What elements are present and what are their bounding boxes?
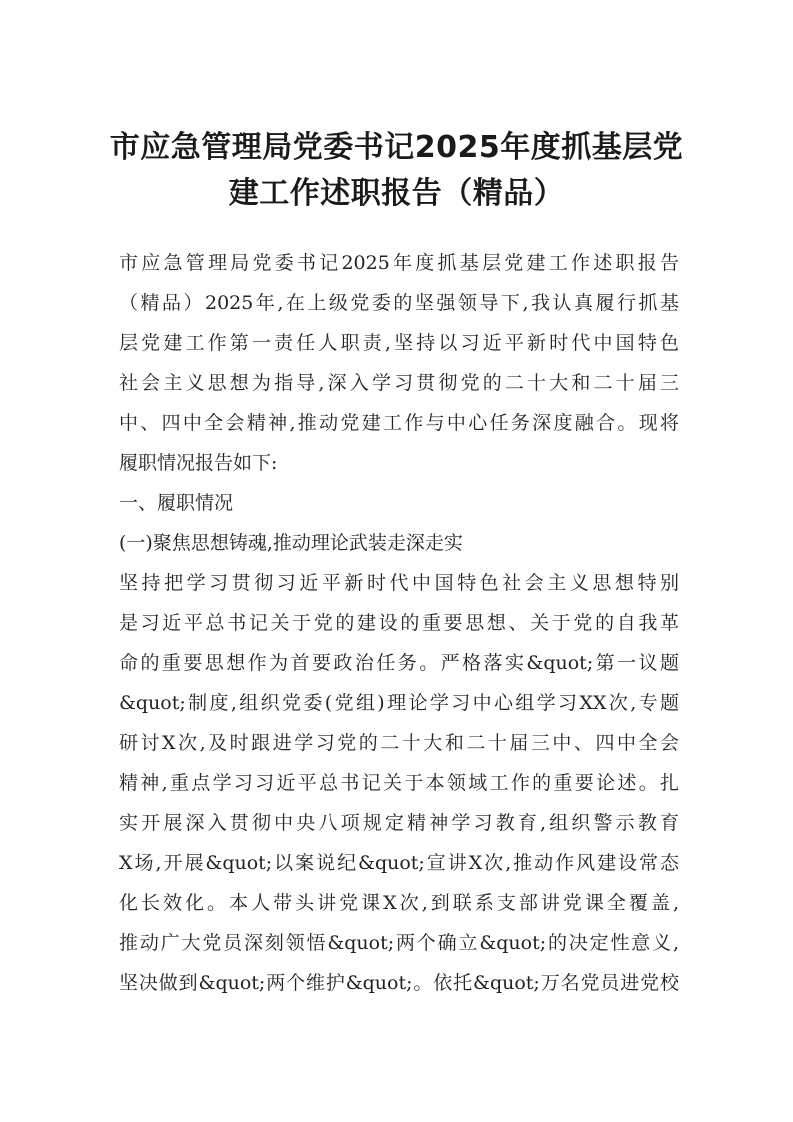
body-line: 实开展深入贯彻中央八项规定精神学习教育,组织警示教育 xyxy=(119,812,679,834)
section-heading: 一、履职情况 xyxy=(119,492,234,514)
body-line: 中、四中全会精神,推动党建工作与中心任务深度融合。现将 xyxy=(119,412,679,434)
body-line: 推动广大党员深刻领悟&quot;两个确立&quot;的决定性意义, xyxy=(119,932,679,954)
document-title-line-1: 市应急管理局党委书记2025年度抓基层党 xyxy=(109,130,684,165)
subsection-heading: (一)聚焦思想铸魂,推动理论武装走深走实 xyxy=(119,532,463,554)
body-line: X场,开展&quot;以案说纪&quot;宣讲X次,推动作风建设常态 xyxy=(119,852,679,874)
body-line: 坚决做到&quot;两个维护&quot;。依托&quot;万名党员进党校 xyxy=(119,972,679,994)
document-title-line-2: 建工作述职报告（精品） xyxy=(228,176,565,211)
body-line: 社会主义思想为指导,深入学习贯彻党的二十大和二十届三 xyxy=(119,372,679,394)
body-line: 化长效化。本人带头讲党课X次,到联系支部讲党课全覆盖, xyxy=(119,892,679,914)
body-line: 命的重要思想作为首要政治任务。严格落实&quot;第一议题 xyxy=(119,652,679,674)
body-line: 是习近平总书记关于党的建设的重要思想、关于党的自我革 xyxy=(119,612,679,634)
body-line: 层党建工作第一责任人职责,坚持以习近平新时代中国特色 xyxy=(119,332,679,354)
body-line: &quot;制度,组织党委(党组)理论学习中心组学习XX次,专题 xyxy=(119,692,679,714)
body-line: 市应急管理局党委书记2025年度抓基层党建工作述职报告 xyxy=(119,252,679,274)
body-line: 坚持把学习贯彻习近平新时代中国特色社会主义思想特别 xyxy=(119,572,679,594)
body-line: 精神,重点学习习近平总书记关于本领域工作的重要论述。扎 xyxy=(119,772,679,794)
body-line: （精品）2025年,在上级党委的坚强领导下,我认真履行抓基 xyxy=(119,292,679,314)
body-line: 履职情况报告如下: xyxy=(119,452,278,474)
body-line: 研讨X次,及时跟进学习党的二十大和二十届三中、四中全会 xyxy=(119,732,679,754)
